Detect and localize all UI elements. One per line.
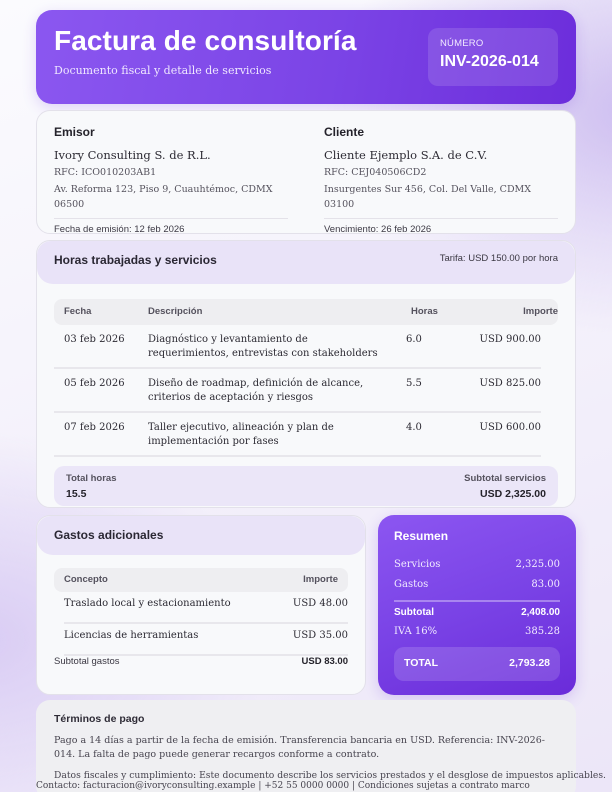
summary-services-label: Servicios <box>394 559 441 570</box>
col-amount: Importe <box>523 306 558 317</box>
row-description: Diagnóstico y levantamiento de requerimientos, entrevistas con stakeholders <box>148 334 378 359</box>
row-hours: 4.0 <box>406 422 422 433</box>
client-address: Insurgentes Sur 456, Col. Del Valle, CDMX 03100 <box>324 184 532 210</box>
table-row <box>54 413 541 457</box>
summary-title: Resumen <box>394 529 449 543</box>
issuer-rfc: RFC: ICO010203AB1 <box>54 167 157 178</box>
col-date: Fecha <box>64 306 92 317</box>
page-subtitle: Documento fiscal y detalle de servicios <box>54 64 272 77</box>
total-hours-label: Total horas <box>66 473 117 484</box>
col-hours: Horas <box>411 306 438 317</box>
issuer-name: Ivory Consulting S. de R.L. <box>54 148 211 162</box>
compliance-text: Datos fiscales y cumplimiento: Este documento describe los servicios prestados y el desglose de impuestos aplicables. <box>54 770 606 781</box>
summary-expenses-label: Gastos <box>394 579 429 590</box>
summary-subtotal-row <box>394 607 560 618</box>
row-date: 07 feb 2026 <box>64 422 125 433</box>
client-name: Cliente Ejemplo S.A. de C.V. <box>324 148 488 162</box>
summary-expenses-row <box>394 579 560 590</box>
table-row <box>64 592 348 624</box>
services-title: Horas trabajadas y servicios <box>54 253 217 267</box>
col-amount: Importe <box>303 574 338 585</box>
client-rfc: RFC: CEJ040506CD2 <box>324 167 427 178</box>
issue-date: Fecha de emisión: 12 feb 2026 <box>54 218 288 234</box>
invoice-number: INV-2026-014 <box>440 53 539 70</box>
issuer-block <box>54 125 294 212</box>
row-date: 03 feb 2026 <box>64 334 125 345</box>
summary-tax-label: IVA 16% <box>394 626 438 637</box>
payment-terms-card <box>36 700 606 792</box>
invoice-header <box>36 10 576 104</box>
terms-text: Pago a 14 días a partir de la fecha de emisión. Transferencia bancaria en USD. Referencia: INV-2026-014. La falta de pago puede generar recargos conforme a contrato. <box>54 735 545 760</box>
expenses-subtotal: USD 83.00 <box>301 656 348 667</box>
col-concept: Concepto <box>64 574 108 585</box>
row-date: 05 feb 2026 <box>64 378 125 389</box>
summary-services-row <box>394 559 560 570</box>
expenses-title: Gastos adicionales <box>54 528 164 542</box>
expenses-subtotal-label: Subtotal gastos <box>54 656 120 667</box>
hourly-rate: Tarifa: USD 150.00 por hora <box>439 253 558 264</box>
row-hours: 6.0 <box>406 334 422 345</box>
services-table-header <box>54 299 558 325</box>
services-card <box>36 240 576 508</box>
table-row <box>64 624 348 656</box>
summary-total <box>394 647 560 681</box>
services-totals <box>54 466 558 506</box>
terms-title: Términos de pago <box>54 713 145 725</box>
col-description: Descripción <box>148 306 203 317</box>
page-title: Factura de consultoría <box>54 25 357 56</box>
row-amount: USD 600.00 <box>479 422 541 433</box>
client-block <box>324 125 564 212</box>
invoice-number-box <box>428 28 558 86</box>
issuer-address: Av. Reforma 123, Piso 9, Cuauhtémoc, CDMX 06500 <box>54 184 273 210</box>
table-row <box>54 325 541 369</box>
table-row <box>54 369 541 413</box>
row-concept: Traslado local y estacionamiento <box>64 598 231 609</box>
summary-expenses: 83.00 <box>531 579 560 590</box>
issuer-label: Emisor <box>54 125 95 139</box>
services-subtotal-label: Subtotal servicios <box>464 473 546 484</box>
invoice-number-label: NÚMERO <box>440 38 484 49</box>
summary-subtotal: 2,408.00 <box>521 607 560 618</box>
summary-subtotal-label: Subtotal <box>394 607 434 618</box>
expenses-card <box>36 515 366 695</box>
total-hours: 15.5 <box>66 488 87 500</box>
expenses-table-header <box>54 568 348 592</box>
row-amount: USD 825.00 <box>479 378 541 389</box>
total-label: TOTAL <box>404 657 439 669</box>
expenses-header <box>37 516 365 555</box>
services-header <box>37 241 575 284</box>
summary-card <box>378 515 576 695</box>
summary-divider <box>394 600 560 602</box>
summary-tax-row <box>394 626 560 637</box>
row-amount: USD 900.00 <box>479 334 541 345</box>
services-subtotal: USD 2,325.00 <box>480 488 546 500</box>
row-description: Diseño de roadmap, definición de alcance, criterios de aceptación y riesgos <box>148 378 364 403</box>
summary-services: 2,325.00 <box>515 559 560 570</box>
row-description: Taller ejecutivo, alineación y plan de implementación por fases <box>148 422 334 447</box>
total-value: 2,793.28 <box>509 657 550 669</box>
row-concept: Licencias de herramientas <box>64 630 199 641</box>
row-amount: USD 48.00 <box>292 598 348 609</box>
row-hours: 5.5 <box>406 378 422 389</box>
footer-contact: Contacto: facturacion@ivoryconsulting.example | +52 55 0000 0000 | Condiciones sujetas a contrato marco <box>36 781 530 791</box>
client-label: Cliente <box>324 125 365 139</box>
parties-card <box>36 110 576 234</box>
summary-tax: 385.28 <box>525 626 560 637</box>
expenses-subtotal-row <box>54 656 348 667</box>
due-date: Vencimiento: 26 feb 2026 <box>324 218 558 234</box>
row-amount: USD 35.00 <box>292 630 348 641</box>
